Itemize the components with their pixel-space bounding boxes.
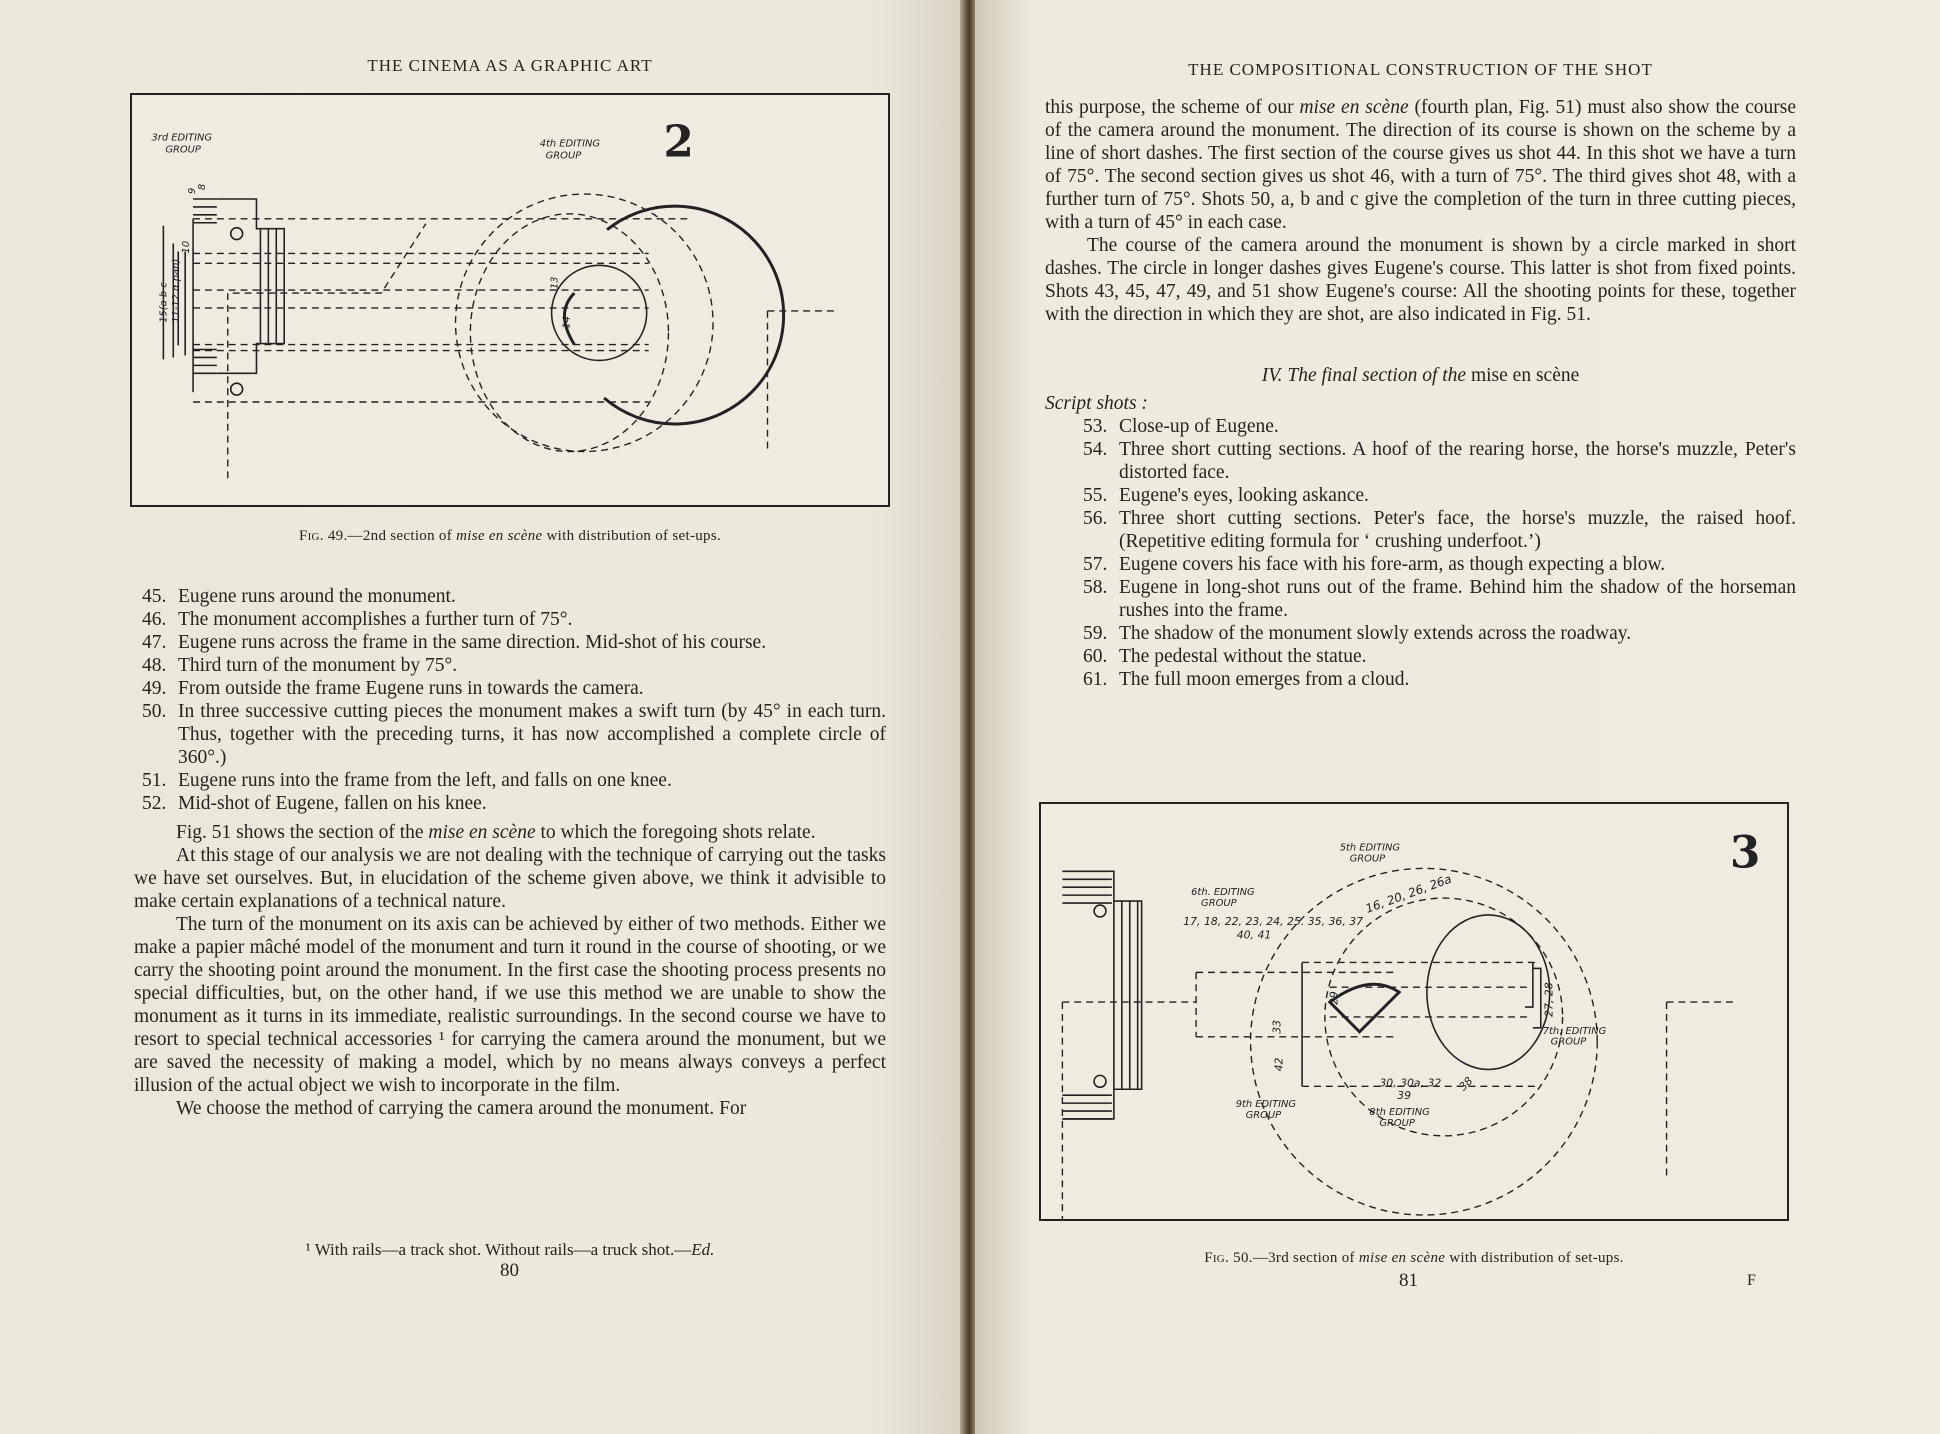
item-text: Third turn of the monument by 75°. (178, 655, 458, 676)
item-text: The pedestal without the statue. (1119, 646, 1367, 667)
label-shots-40-41: 40, 41 (1236, 928, 1272, 942)
item-number: 51. (142, 770, 167, 791)
right-body-text (1045, 96, 1796, 691)
label-shot-9: 9 (187, 187, 199, 195)
label-group: GROUP (1245, 1109, 1282, 1121)
item-number: 52. (142, 793, 167, 814)
label-group: GROUP (545, 150, 582, 162)
list-item (142, 654, 886, 677)
label-shot-14: 14 (561, 316, 573, 329)
list-item (142, 792, 886, 815)
item-text: Eugene runs into the frame from the left, and falls on one knee. (178, 770, 672, 791)
left-body-text (134, 585, 886, 1120)
paragraph-text: (fourth plan, Fig. 51) must also show the course of the camera around the monument. The direction of its course is shown on the scheme by a line of short dashes. The first section of the course gives us shot 44. In this shot we have a turn of 75°. The second section gives us shot 46, with a turn of 75°. The third gives shot 48, with a further turn of 75°. Shots 50, a, b and c give the completion of the turn in three cutting pieces, with a turn of 45° in each case. (1045, 97, 1797, 233)
item-number: 48. (142, 655, 167, 676)
figure-49-caption: Fig. 49.—2nd section of mise en scène with distribution of set-ups. (298, 528, 722, 544)
figure-number: 2 (663, 116, 694, 168)
right-page (975, 0, 1940, 1434)
label-shots-17-37: 17, 18, 22, 23, 24, 25. 35, 36, 37 (1183, 914, 1364, 928)
left-page (0, 0, 965, 1434)
list-item (142, 700, 886, 769)
label-shot-29: 29 (1327, 991, 1341, 1006)
label-shot-11-12: 11-12 α pan) (171, 258, 183, 323)
label-group: GROUP (1201, 898, 1237, 910)
list-item (1083, 576, 1796, 622)
item-text: Eugene runs across the frame in the same direction. Mid-shot of his course. (178, 632, 767, 653)
label-5th-editing: 5th EDITING (1339, 842, 1401, 854)
label-shot-10: 10 (181, 240, 193, 254)
paragraph (134, 844, 886, 913)
figure-50-caption: Fig. 50.—3rd section of mise en scène with distribution of set-ups. (1204, 1250, 1624, 1266)
label-shot-8: 8 (196, 183, 208, 191)
paragraph (1045, 96, 1796, 234)
item-text: Eugene covers his face with his fore-arm, as though expecting a blow. (1119, 554, 1666, 575)
item-number: 53. (1083, 416, 1108, 437)
item-number: 50. (142, 701, 167, 722)
shot-list (134, 585, 886, 815)
paragraph-text: Fig. 51 shows the section of the (176, 822, 429, 843)
label-shot-42: 42 (1272, 1057, 1286, 1072)
item-text: Three short cutting sections. A hoof of the rearing horse, the horse's muzzle, Peter's distorted face. (1119, 439, 1796, 483)
list-item (1083, 622, 1796, 645)
item-number: 49. (142, 678, 167, 699)
item-number: 56. (1083, 508, 1108, 529)
label-4th-editing: 4th EDITING (539, 138, 601, 150)
list-item (1083, 507, 1796, 553)
label-shots-16-26a: 16, 20, 26, 26a (1363, 871, 1454, 916)
script-shots-label: Script shots : (1045, 393, 1148, 414)
label-group: GROUP (1349, 853, 1386, 865)
list-item (142, 608, 886, 631)
paragraph-text: The turn of the monument on its axis can be achieved by either of two methods. Either we make a papier mâché model of the monument and turn it round in the course of shooting, or we carry the shooting point around the monument. In the first case the shooting process presents no special difficulties, but, on the other hand, if we use this method we are unable to show the monument as it turns in its immediate, realistic surroundings. In the second course we have to resort to special technical accessories ¹ for carrying the camera around the monument, but we are saved the necessity of making a model, which by no means always conveys a perfect illusion of the actual object we wish to incorporate in the film. (134, 914, 886, 1096)
item-text: Eugene in long-shot runs out of the frame. Behind him the shadow of the horseman rushes into the frame. (1119, 577, 1796, 621)
label-8th-editing: 8th EDITING (1369, 1107, 1430, 1119)
item-text: The shadow of the monument slowly extends across the roadway. (1119, 623, 1632, 644)
label-3rd-editing: 3rd EDITING (151, 132, 213, 144)
printer-signature: F (1747, 1272, 1756, 1289)
running-header: THE CINEMA AS A GRAPHIC ART (367, 56, 653, 75)
list-item (1083, 668, 1796, 691)
figure-number: 3 (1729, 827, 1761, 879)
list-item (1083, 645, 1796, 668)
paragraph-text: At this stage of our analysis we are not dealing with the technique of carrying out the tasks we have set ourselves. But, in elucidation of the scheme given above, we think it advisible to make certain explanations of a technical nature. (134, 845, 886, 912)
section-heading-term: mise en scène (1470, 365, 1580, 386)
figure-50-diagram (1039, 802, 1789, 1221)
item-number: 55. (1083, 485, 1108, 506)
footnote: ¹ With rails—a track shot. Without rails—a truck shot.—Ed. (305, 1240, 715, 1259)
list-item (1083, 484, 1796, 507)
page-number: 80 (500, 1260, 519, 1281)
item-text: The monument accomplishes a further turn of 75°. (178, 609, 573, 630)
label-shot-13: 13 (549, 276, 561, 290)
item-number: 46. (142, 609, 167, 630)
item-number: 60. (1083, 646, 1108, 667)
list-item (142, 585, 886, 608)
figure-49-diagram (130, 93, 890, 507)
label-7th-editing: 7th. EDITING (1542, 1025, 1607, 1037)
item-number: 47. (142, 632, 167, 653)
item-text: The full moon emerges from a cloud. (1119, 669, 1410, 690)
item-number: 45. (142, 586, 167, 607)
list-item (1083, 553, 1796, 576)
label-shot-38: 38 (1456, 1074, 1476, 1094)
label-shot-15: 15(a b c (158, 282, 170, 323)
paragraphs (134, 821, 886, 1120)
label-group: GROUP (1379, 1117, 1415, 1129)
label-9th-editing: 9th EDITING (1235, 1099, 1297, 1111)
item-text: Eugene's eyes, looking askance. (1119, 485, 1369, 506)
list-item (142, 677, 886, 700)
paragraph (134, 913, 886, 1097)
running-header: THE COMPOSITIONAL CONSTRUCTION OF THE SHOT (1188, 60, 1653, 79)
label-group: GROUP (1550, 1036, 1587, 1048)
item-number: 54. (1083, 439, 1108, 460)
paragraph (134, 821, 886, 844)
item-number: 57. (1083, 554, 1108, 575)
paragraph-italic: mise en scène (1299, 97, 1409, 118)
label-6th-editing: 6th. EDITING (1191, 887, 1255, 899)
item-text: Close-up of Eugene. (1119, 416, 1279, 437)
list-item (1083, 438, 1796, 484)
paragraph-text: to which the foregoing shots relate. (535, 822, 816, 843)
page-number: 81 (1399, 1270, 1418, 1291)
label-shots-30-32: 30, 30a, 32 (1379, 1076, 1442, 1090)
item-text: Three short cutting sections. Peter's face, the horse's muzzle, the raised hoof. (Repetitive editing formula for ‘ crushing underfoot.’) (1119, 508, 1796, 552)
list-item (1083, 415, 1796, 438)
item-text: From outside the frame Eugene runs in towards the camera. (178, 678, 644, 699)
paragraph-text: this purpose, the scheme of our (1045, 97, 1300, 118)
shot-list (1045, 415, 1796, 691)
label-group: GROUP (165, 144, 201, 156)
label-shot-39: 39 (1397, 1089, 1412, 1103)
paragraph (1045, 234, 1796, 326)
item-text: Mid-shot of Eugene, fallen on his knee. (178, 793, 487, 814)
paragraph-text: The course of the camera around the monument is shown by a circle marked in short dashes. The circle in longer dashes gives Eugene's course. This latter is shot from fixed points. Shots 43, 45, 47, 49, and 51 show Eugene's course: All the shooting points for these, together with the direction in which they are shot, are also indicated in Fig. 51. (1045, 235, 1796, 325)
section-heading (1045, 364, 1796, 387)
paragraph-text: We choose the method of carrying the camera around the monument. For (176, 1098, 747, 1119)
item-text: In three successive cutting pieces the monument makes a swift turn (by 45° in each turn. Thus, together with the preceding turns, it has now accomplished a complete circle of 360°.) (178, 701, 886, 768)
item-number: 58. (1083, 577, 1108, 598)
item-number: 59. (1083, 623, 1108, 644)
item-number: 61. (1083, 669, 1108, 690)
label-shot-33: 33 (1270, 1019, 1284, 1034)
item-text: Eugene runs around the monument. (178, 586, 456, 607)
set-up-diagram-2 (132, 95, 888, 505)
list-item (142, 769, 886, 792)
paragraph-italic: mise en scène (428, 822, 536, 843)
label-shots-27-28: 27, 28 (1542, 982, 1556, 1017)
paragraph (134, 1097, 886, 1120)
set-up-diagram-3 (1041, 804, 1787, 1219)
section-heading-title: IV. The final section of the (1261, 365, 1471, 386)
list-item (142, 631, 886, 654)
